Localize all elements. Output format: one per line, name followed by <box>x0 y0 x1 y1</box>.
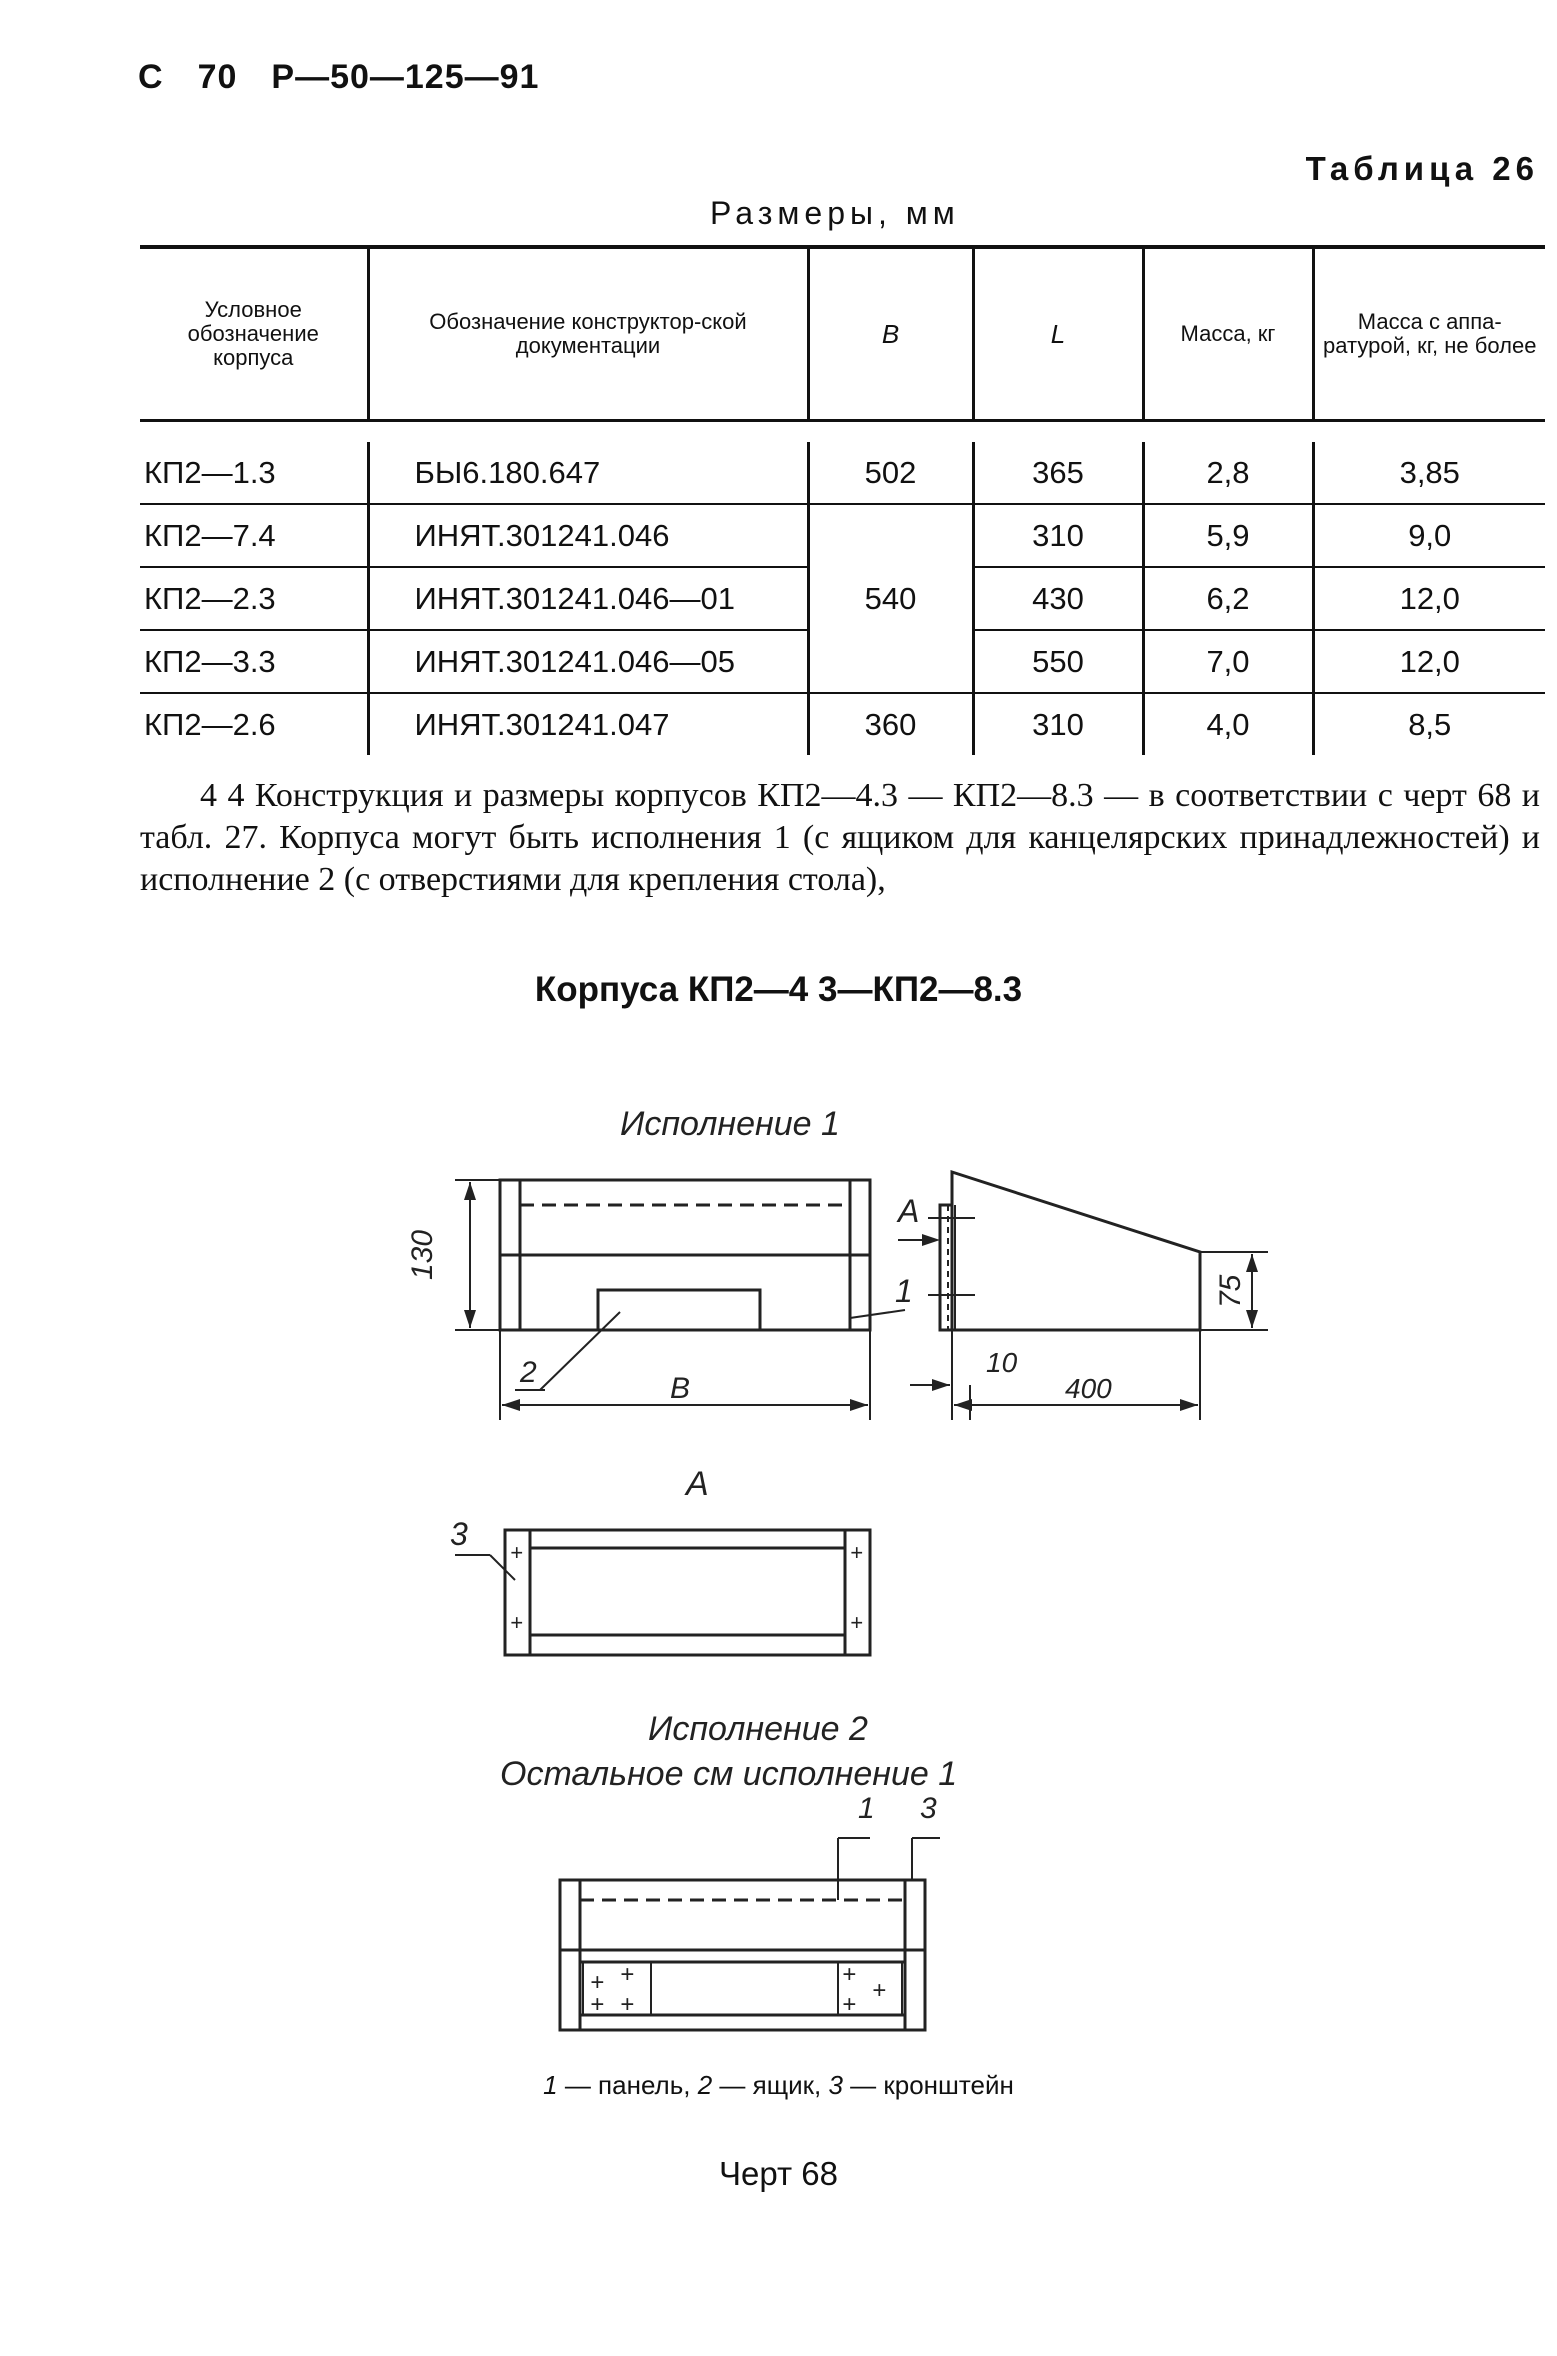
variant1-label: Исполнение 1 <box>620 1105 840 1143</box>
legend-text-1: — панель, <box>557 2070 698 2100</box>
cell-mass: 6,2 <box>1143 567 1313 630</box>
col-header-l: L <box>973 247 1143 421</box>
svg-text:+: + <box>510 1540 523 1565</box>
view-arrow-label: А <box>898 1193 920 1229</box>
dim-depth: 400 <box>1065 1373 1112 1404</box>
svg-text:+: + <box>620 1991 635 2018</box>
cell-b: 360 <box>808 693 973 755</box>
svg-text:+: + <box>590 1991 605 2018</box>
col-header-mass: Масса, кг <box>1143 247 1313 421</box>
legend-num-3: 3 <box>828 2070 843 2100</box>
section-title: Корпуса КП2—4 3—КП2—8.3 <box>534 970 1023 1009</box>
col-header-doc: Обозначение конструктор-ской документации <box>368 247 808 421</box>
col-header-b: B <box>808 247 973 421</box>
variant2-callout-3: 3 <box>920 1792 937 1825</box>
callout-3: 3 <box>450 1516 468 1552</box>
legend-num-1: 1 <box>543 2070 558 2100</box>
callout-2: 2 <box>520 1356 537 1389</box>
figure-legend <box>0 2070 1557 2101</box>
col-header-code: Условное обозначение корпуса <box>140 247 368 421</box>
side-view <box>895 1172 1268 1420</box>
variant2-view <box>560 1792 940 2030</box>
cell-code: КП2—1.3 <box>140 442 368 504</box>
svg-text:+: + <box>590 1969 605 1996</box>
cell-code: КП2—2.6 <box>144 706 276 742</box>
cell-mass-max: 8,5 <box>1313 693 1545 755</box>
dim-width: В <box>670 1372 691 1405</box>
header-document-code: Р—50—125—91 <box>271 58 540 96</box>
cell-doc: ИНЯТ.301241.046—05 <box>368 630 808 693</box>
front-view <box>406 1180 905 1420</box>
cell-doc: БЫ6.180.647 <box>368 442 808 504</box>
cell-mass: 7,0 <box>1143 630 1313 693</box>
variant2-label: Исполнение 2 <box>648 1710 868 1748</box>
view-a-label: А <box>686 1465 709 1503</box>
svg-text:+: + <box>842 1961 857 1988</box>
table-caption: Размеры, мм <box>710 195 960 231</box>
cell-b-merged: 540 <box>808 504 973 693</box>
cell-code: КП2—3.3 <box>140 630 368 693</box>
svg-text:+: + <box>850 1540 863 1565</box>
variant2-note: Остальное см исполнение 1 <box>500 1755 958 1793</box>
svg-text:+: + <box>850 1610 863 1635</box>
cell-code: КП2—2.3 <box>140 567 368 630</box>
body-paragraph: 4 4 Конструкция и размеры корпусов КП2—4.3 — КП2—8.3 — в соответствии с черт 68 и табл. 27. Корпуса могут быть исполнения 1 (с ящиком для канцелярских принадлежностей) и исполнение 2 (с отверстиями для крепления стола), <box>140 777 1540 898</box>
variant2-callout-1: 1 <box>858 1792 875 1825</box>
svg-text:+: + <box>620 1961 635 1988</box>
cell-mass: 2,8 <box>1143 442 1313 504</box>
cell-l: 365 <box>973 442 1143 504</box>
view-a <box>450 1465 870 1655</box>
cell-l: 550 <box>973 630 1143 693</box>
col-header-mass-max: Масса с аппа-ратурой, кг, не более <box>1313 247 1545 421</box>
cell-l: 310 <box>973 693 1143 755</box>
dim-height: 130 <box>406 1229 439 1280</box>
callout-1: 1 <box>895 1273 913 1309</box>
cell-doc: ИНЯТ.301241.046—01 <box>368 567 808 630</box>
svg-text:+: + <box>842 1991 857 2018</box>
header-page-number: 70 <box>197 58 238 96</box>
svg-text:+: + <box>872 1977 887 2004</box>
table-label: Таблица 26 <box>1305 150 1539 187</box>
dim-side-height: 75 <box>1214 1274 1247 1308</box>
cell-l: 310 <box>973 504 1143 567</box>
cell-l: 430 <box>973 567 1143 630</box>
cell-doc: ИНЯТ.301241.047 <box>368 693 808 755</box>
dim-offset: 10 <box>986 1347 1018 1378</box>
cell-b: 502 <box>808 442 973 504</box>
header-letter: С <box>138 58 164 96</box>
cell-doc: ИНЯТ.301241.046 <box>368 504 808 567</box>
legend-text-3: — кронштейн <box>842 2070 1014 2100</box>
cell-mass: 5,9 <box>1143 504 1313 567</box>
cell-code: КП2—7.4 <box>140 504 368 567</box>
figure-caption: Черт 68 <box>719 2155 838 2192</box>
cell-mass-max: 9,0 <box>1313 504 1545 567</box>
svg-text:+: + <box>510 1610 523 1635</box>
cell-mass-max: 3,85 <box>1313 442 1545 504</box>
cell-mass: 4,0 <box>1143 693 1313 755</box>
cell-mass-max: 12,0 <box>1313 567 1545 630</box>
cell-mass-max: 12,0 <box>1313 630 1545 693</box>
legend-num-2: 2 <box>697 2070 713 2100</box>
legend-text-2: — ящик, <box>712 2070 829 2100</box>
